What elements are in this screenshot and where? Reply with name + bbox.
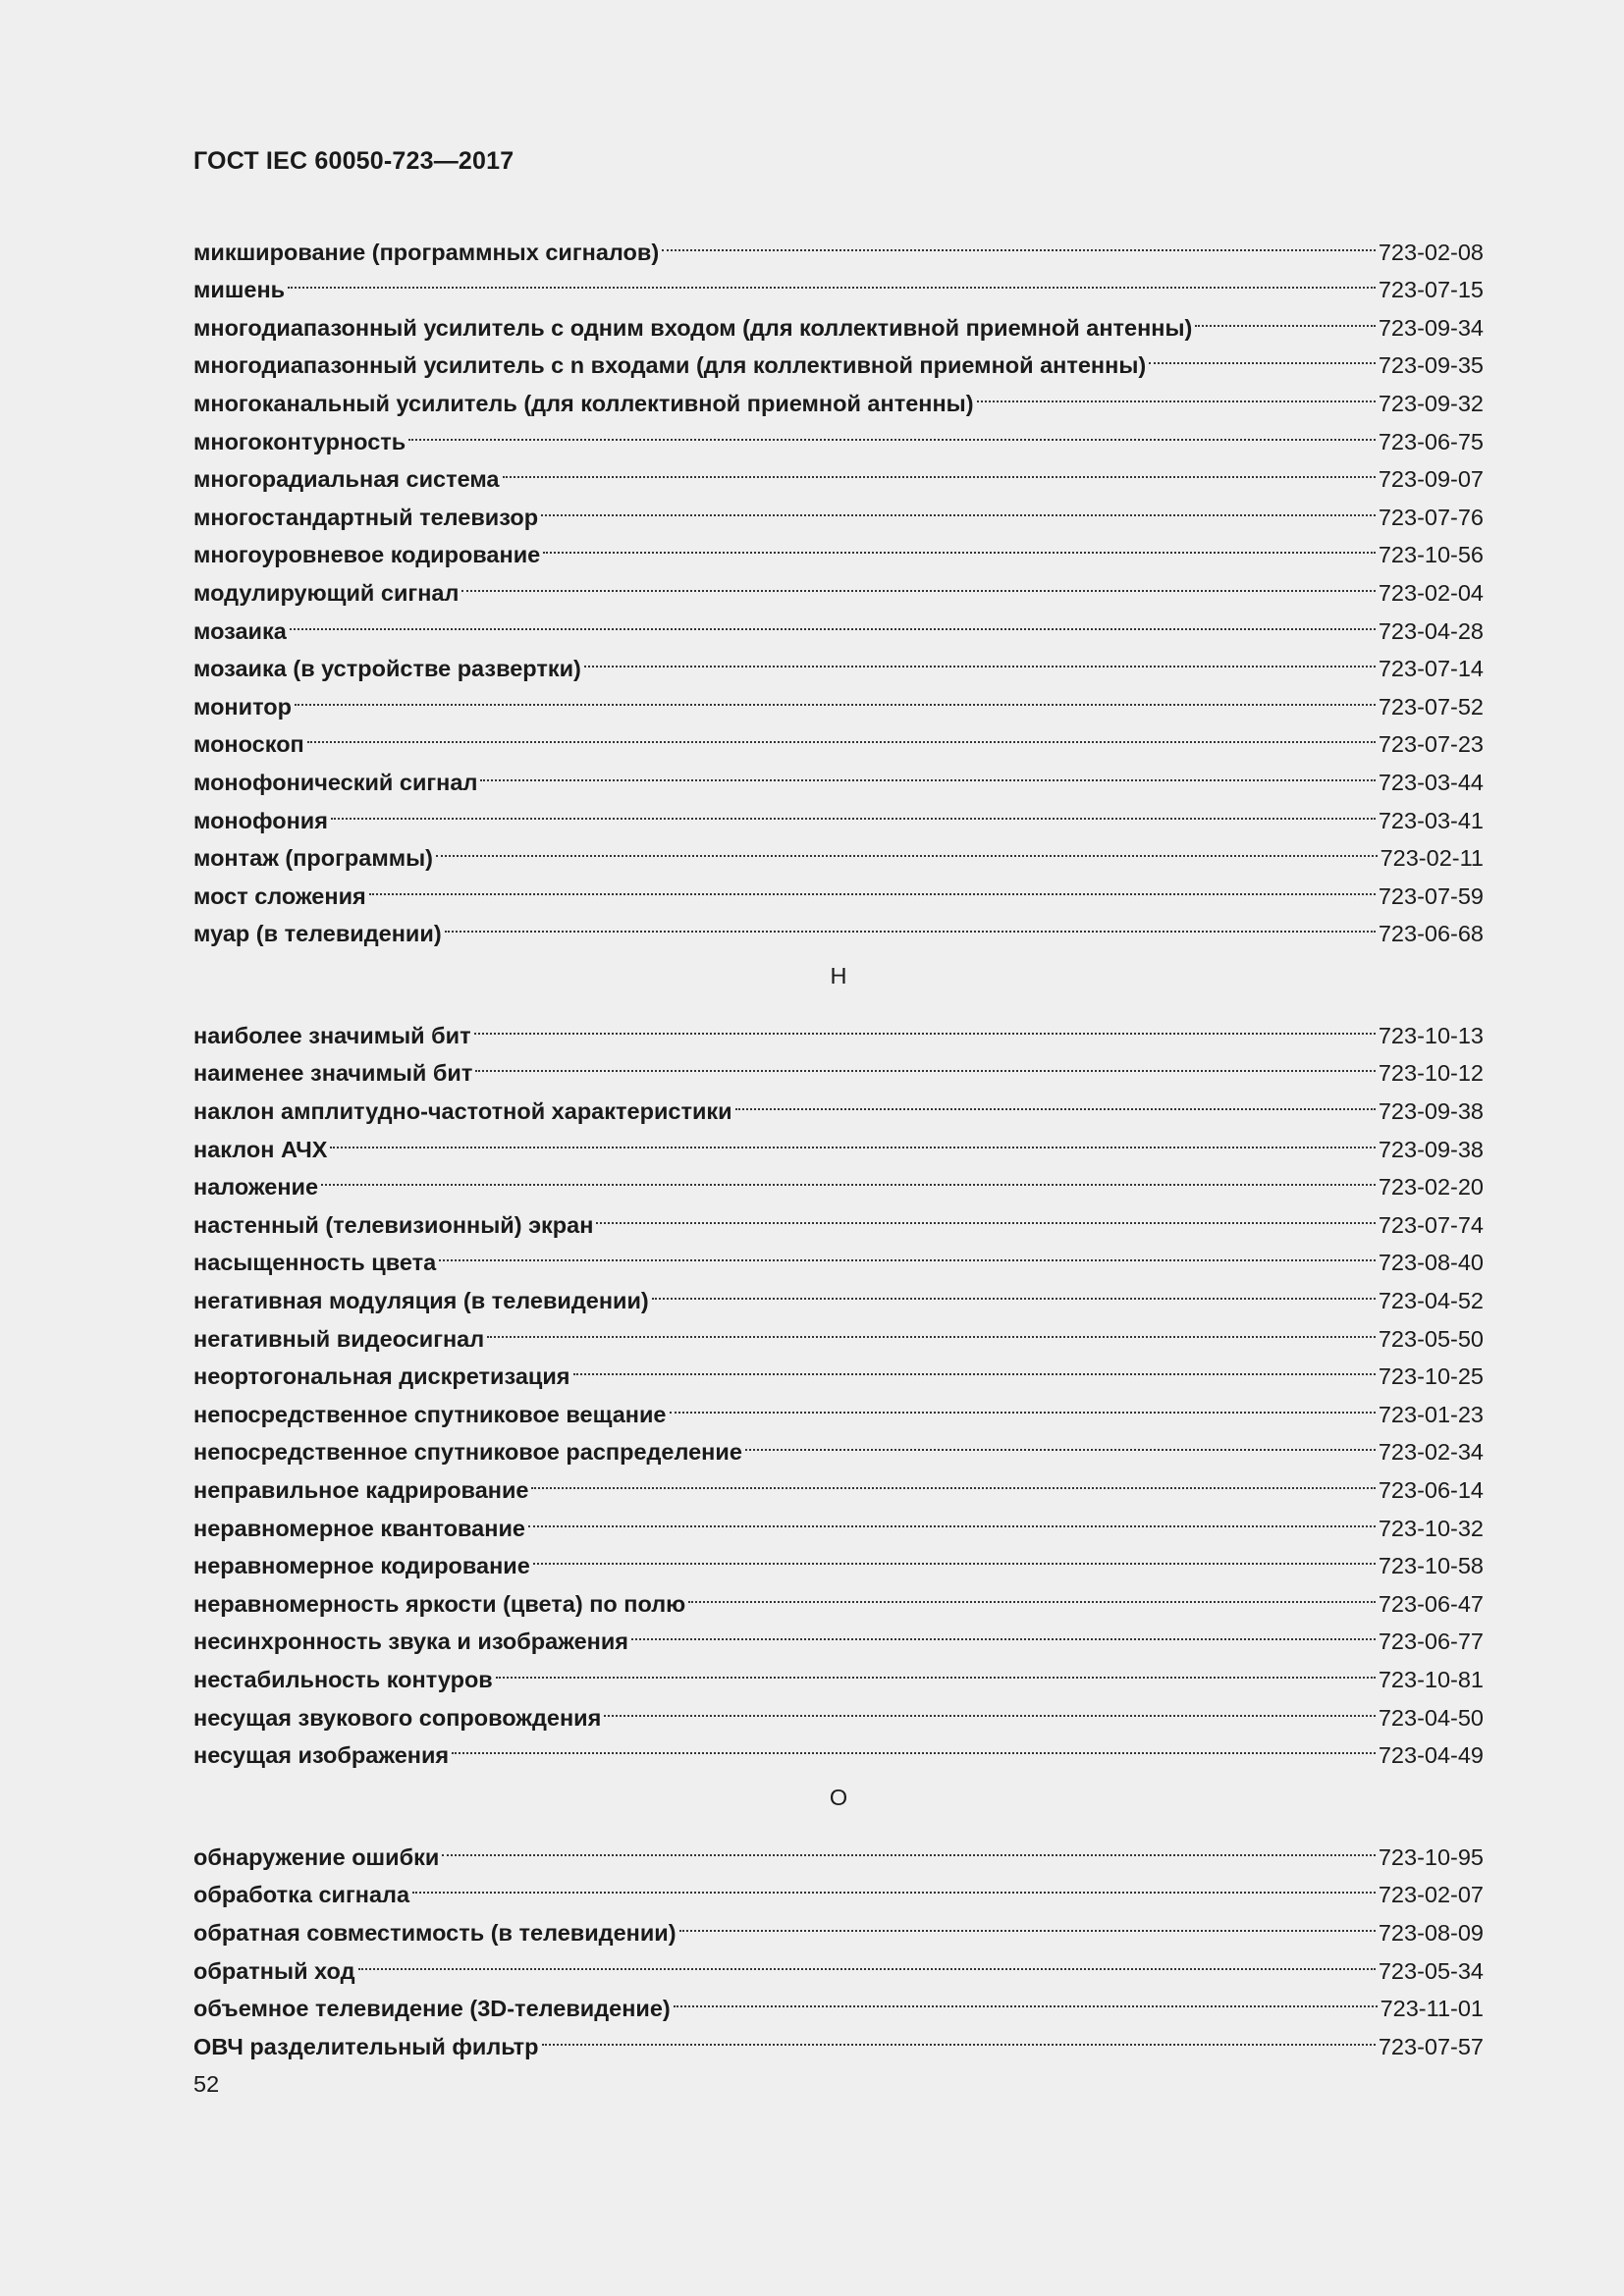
dot-leader: [321, 1157, 1376, 1196]
index-reference-number: 723-07-57: [1378, 2033, 1484, 2059]
index-reference-number: 723-02-34: [1378, 1439, 1484, 1466]
index-term: нестабильность контуров: [193, 1666, 493, 1692]
dot-leader: [330, 1119, 1375, 1157]
index-term: объемное телевидение (3D-телевидение): [193, 1996, 671, 2022]
index-term: ОВЧ разделительный фильтр: [193, 2033, 539, 2059]
index-term: моноскоп: [193, 731, 304, 758]
dot-leader: [531, 1460, 1375, 1498]
index-term: неортогональная дискретизация: [193, 1363, 570, 1390]
dot-leader: [408, 411, 1376, 450]
index-term: обратная совместимость (в телевидении): [193, 1919, 677, 1946]
index-reference-number: 723-05-50: [1378, 1325, 1484, 1352]
dot-leader: [290, 601, 1376, 639]
dot-leader: [331, 790, 1376, 828]
page-number: 52: [193, 2071, 220, 2097]
index-entry: [193, 752, 1484, 795]
index-reference-number: 723-06-14: [1378, 1477, 1484, 1503]
dot-leader: [745, 1422, 1376, 1461]
dot-leader: [631, 1612, 1376, 1650]
index-term: настенный (телевизионный) экран: [193, 1211, 594, 1238]
index-reference-number: 723-04-49: [1378, 1742, 1484, 1769]
dot-leader: [412, 1865, 1376, 1903]
dot-leader: [604, 1687, 1376, 1726]
index-term: модулирующий сигнал: [193, 579, 460, 606]
index-reference-number: 723-09-34: [1378, 314, 1484, 341]
index-reference-number: 723-07-23: [1378, 731, 1484, 758]
index-reference-number: 723-10-12: [1378, 1060, 1484, 1087]
index-term: наиболее значимый бит: [193, 1022, 471, 1048]
dot-leader: [735, 1081, 1376, 1119]
dot-leader: [295, 676, 1376, 715]
index-term: неправильное кадрирование: [193, 1477, 529, 1503]
dot-leader: [596, 1195, 1375, 1233]
index-reference-number: 723-04-28: [1378, 617, 1484, 644]
index-reference-number: 723-06-68: [1378, 921, 1484, 947]
dot-leader: [436, 828, 1378, 867]
index-reference-number: 723-03-41: [1378, 807, 1484, 833]
index-reference-number: 723-10-13: [1378, 1022, 1484, 1048]
index-entry: [193, 866, 1484, 909]
index-reference-number: 723-09-32: [1378, 390, 1484, 416]
index-entry: [193, 1119, 1484, 1162]
index-reference-number: 723-10-25: [1378, 1363, 1484, 1390]
dot-leader: [358, 1941, 1376, 1979]
dot-leader: [439, 1233, 1376, 1271]
dot-leader: [584, 639, 1376, 677]
dot-leader: [496, 1649, 1376, 1687]
index-term: многодиапазонный усилитель с n входами (для коллективной приемной антенны): [193, 352, 1147, 379]
index-reference-number: 723-04-52: [1378, 1288, 1484, 1314]
index-term: неравномерность яркости (цвета) по полю: [193, 1590, 686, 1617]
index-term: многоканальный усилитель (для коллективной приемной антенны): [193, 390, 974, 416]
index-term: мозаика: [193, 617, 287, 644]
index-reference-number: 723-08-09: [1378, 1919, 1484, 1946]
index-reference-number: 723-01-23: [1378, 1401, 1484, 1427]
dot-leader: [1195, 297, 1375, 336]
section-letter-heading: Н: [830, 963, 847, 989]
dot-leader: [528, 1498, 1376, 1536]
dot-leader: [445, 904, 1376, 942]
index-reference-number: 723-07-52: [1378, 693, 1484, 720]
index-reference-number: 723-09-07: [1378, 466, 1484, 493]
dot-leader: [977, 373, 1376, 411]
index-term: неравномерное кодирование: [193, 1553, 530, 1579]
alphabetical-index: [193, 222, 1484, 2059]
dot-leader: [487, 1308, 1376, 1347]
dot-leader: [662, 222, 1376, 260]
dot-leader: [688, 1574, 1376, 1612]
index-term: многорадиальная система: [193, 466, 500, 493]
index-reference-number: 723-02-07: [1378, 1882, 1484, 1908]
index-term: наложение: [193, 1174, 319, 1201]
dot-leader: [533, 1536, 1376, 1575]
index-reference-number: 723-04-50: [1378, 1704, 1484, 1731]
dot-leader: [475, 1043, 1375, 1082]
index-term: монофонический сигнал: [193, 769, 478, 795]
index-term: мозаика (в устройстве развертки): [193, 656, 581, 682]
index-term: муар (в телевидении): [193, 921, 442, 947]
index-term: мост сложения: [193, 882, 366, 909]
index-term: неравномерное квантование: [193, 1515, 525, 1541]
index-term: наименее значимый бит: [193, 1060, 473, 1087]
index-term: многоуровневое кодирование: [193, 542, 541, 568]
index-reference-number: 723-10-58: [1378, 1553, 1484, 1579]
index-reference-number: 723-11-01: [1380, 1996, 1484, 2022]
index-reference-number: 723-09-38: [1378, 1136, 1484, 1162]
index-reference-number: 723-03-44: [1378, 769, 1484, 795]
index-reference-number: 723-10-56: [1378, 542, 1484, 568]
index-reference-number: 723-06-75: [1378, 428, 1484, 454]
index-reference-number: 723-07-76: [1378, 504, 1484, 530]
index-reference-number: 723-07-15: [1378, 277, 1484, 303]
index-term: многодиапазонный усилитель с одним входом (для коллективной приемной антенны): [193, 314, 1193, 341]
index-reference-number: 723-10-95: [1378, 1843, 1484, 1870]
index-reference-number: 723-06-47: [1378, 1590, 1484, 1617]
index-entry: [193, 1005, 1484, 1048]
index-entry: [193, 904, 1484, 947]
index-reference-number: 723-02-20: [1378, 1174, 1484, 1201]
index-term: монтаж (программы): [193, 845, 433, 872]
dot-leader: [1149, 336, 1376, 374]
index-reference-number: 723-07-59: [1378, 882, 1484, 909]
index-term: непосредственное спутниковое распределение: [193, 1439, 742, 1466]
index-reference-number: 723-08-40: [1378, 1250, 1484, 1276]
index-term: негативный видеосигнал: [193, 1325, 485, 1352]
index-reference-number: 723-02-04: [1378, 579, 1484, 606]
index-entry: [193, 1979, 1484, 2022]
section-letter-heading: О: [829, 1785, 848, 1811]
dot-leader: [461, 562, 1375, 601]
index-term: монитор: [193, 693, 292, 720]
index-entry: [193, 790, 1484, 833]
index-reference-number: 723-02-08: [1378, 239, 1484, 265]
dot-leader: [652, 1270, 1376, 1308]
index-entry: [193, 715, 1484, 758]
index-entry: [193, 1941, 1484, 1984]
dot-leader: [573, 1347, 1376, 1385]
index-term: несущая звукового сопровождения: [193, 1704, 602, 1731]
index-term: наклон АЧХ: [193, 1136, 328, 1162]
dot-leader: [503, 450, 1376, 488]
dot-leader: [442, 1827, 1376, 1865]
document-header: ГОСТ IEC 60050-723—2017: [193, 147, 514, 175]
index-entry: [193, 1157, 1484, 1201]
index-term: монофония: [193, 807, 328, 833]
index-entry: [193, 676, 1484, 720]
dot-leader: [480, 752, 1375, 790]
index-term: обратный ход: [193, 1957, 355, 1984]
index-reference-number: 723-06-77: [1378, 1629, 1484, 1655]
index-reference-number: 723-09-35: [1378, 352, 1484, 379]
index-entry: [193, 222, 1484, 265]
index-term: многостандартный телевизор: [193, 504, 539, 530]
index-entry: [193, 260, 1484, 303]
index-term: непосредственное спутниковое вещание: [193, 1401, 667, 1427]
index-entry: [193, 601, 1484, 644]
index-entry: [193, 639, 1484, 682]
index-reference-number: 723-09-38: [1378, 1098, 1484, 1125]
dot-leader: [542, 2016, 1376, 2055]
index-entry: [193, 297, 1484, 341]
index-reference-number: 723-05-34: [1378, 1957, 1484, 1984]
dot-leader: [674, 1979, 1378, 2017]
index-term: негативная модуляция (в телевидении): [193, 1288, 649, 1314]
dot-leader: [679, 1902, 1376, 1941]
index-term: многоконтурность: [193, 428, 406, 454]
index-entry: [193, 1827, 1484, 1870]
index-term: несущая изображения: [193, 1742, 450, 1769]
dot-leader: [369, 866, 1376, 904]
index-term: мишень: [193, 277, 286, 303]
index-term: обработка сигнала: [193, 1882, 410, 1908]
dot-leader: [670, 1384, 1376, 1422]
index-reference-number: 723-10-32: [1378, 1515, 1484, 1541]
index-entry: [193, 828, 1484, 872]
dot-leader: [474, 1005, 1376, 1043]
index-term: наклон амплитудно-частотной характеристики: [193, 1098, 732, 1125]
index-reference-number: 723-02-11: [1380, 845, 1484, 872]
index-term: обнаружение ошибки: [193, 1843, 440, 1870]
index-reference-number: 723-07-74: [1378, 1211, 1484, 1238]
dot-leader: [288, 260, 1376, 298]
index-term: насыщенность цвета: [193, 1250, 437, 1276]
index-reference-number: 723-07-14: [1378, 656, 1484, 682]
dot-leader: [543, 525, 1376, 563]
index-entry: [193, 1195, 1484, 1238]
index-term: микширование (программных сигналов): [193, 239, 660, 265]
dot-leader: [541, 487, 1376, 525]
index-reference-number: 723-10-81: [1378, 1666, 1484, 1692]
index-term: несинхронность звука и изображения: [193, 1629, 628, 1655]
dot-leader: [452, 1726, 1376, 1764]
dot-leader: [307, 715, 1376, 753]
